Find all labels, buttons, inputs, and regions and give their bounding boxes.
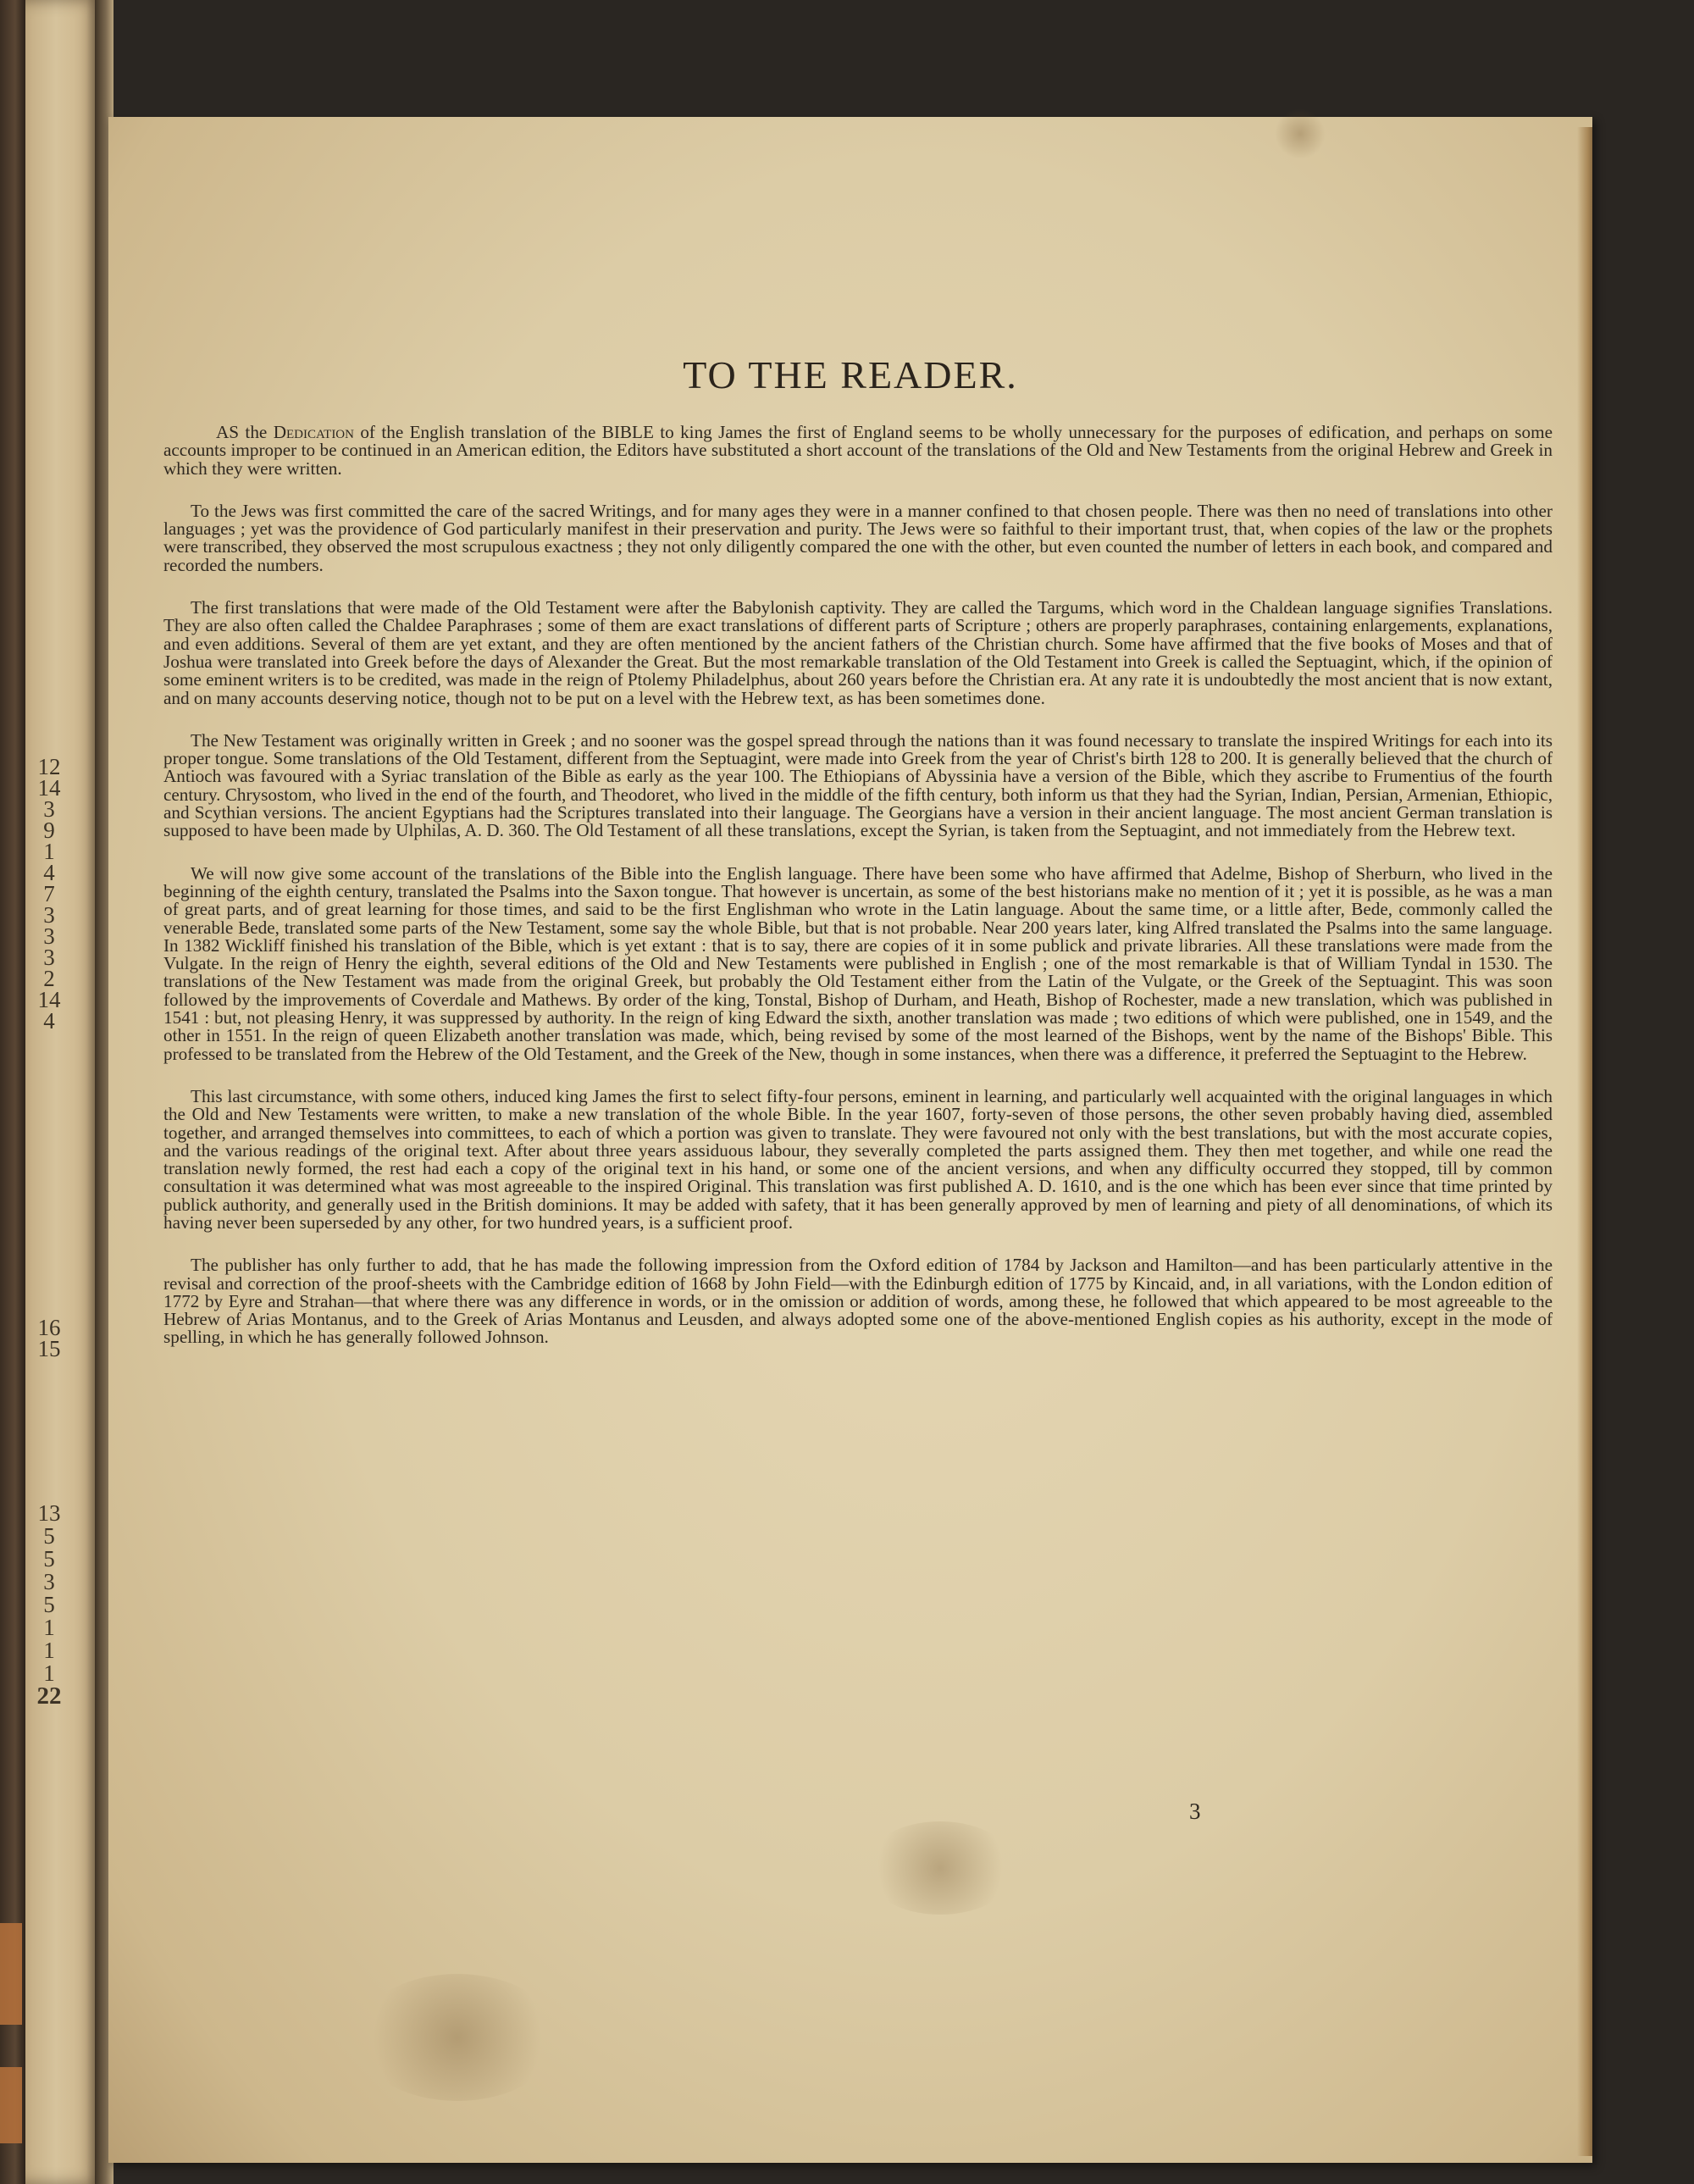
paragraph-lead: AS the [216, 422, 274, 442]
paragraph-text: of the English translation of the BIBLE to king James the first of England seems to be wholly unnecessary for the purposes of edification, and perhaps on some accounts improper to be continued in an American edition, the Editors have substituted a short account of the translations of the Old and New Testaments from the original Hebrew and Greek in which they were written. [163, 422, 1553, 479]
body-text [163, 424, 1553, 1372]
margin-number: 14 [37, 987, 61, 1012]
margin-number: 13 [37, 1500, 61, 1526]
margin-number-column [36, 1317, 63, 1360]
margin-number-column [36, 1502, 63, 1708]
foxing-stain [864, 1821, 1016, 1915]
page-number: 3 [1189, 1799, 1201, 1824]
margin-number: 1 [43, 1638, 55, 1663]
margin-number: 9 [43, 818, 55, 843]
margin-number: 4 [43, 1008, 55, 1034]
small-caps-word: Dedication [273, 422, 354, 442]
margin-number: 15 [37, 1336, 61, 1361]
margin-number-column [36, 754, 63, 1034]
paragraph: This last circumstance, with some others, induced king James the first to select fifty-four persons, eminent in learning, and particularly well acquainted with the original languages in which the Old and New Testaments were written, to make a new translation of the whole Bible. In the year 1607, forty-seven of those persons, the other seven probably having died, assembled together, and arranged themselves into committees, to each of which a portion was given to translate. They were favoured not only with the best translations, but with the most accurate copies, and the various readings of the original text. After about three years assiduous labour, they severally completed the parts assigned them. They then met together, and while one read the translation newly formed, the rest had each a copy of the original text in his hand, or some one of the ancient versions, and when any difficulty occurred they stopped, till by common consultation it was determined what was most agreeable to the inspired Original. This translation was first published A. D. 1610, and is the one which has been ever since that time printed by publick authority, and generally used in the British dominions. It may be added with safety, that it has been generally approved by men of learning and piety of all denominations, of which its having never been superseded by any other, for two hundred years, is a sufficient proof. [163, 1085, 1553, 1233]
margin-number: 5 [43, 1546, 55, 1571]
margin-number: 3 [43, 1569, 55, 1594]
margin-number: 16 [37, 1315, 61, 1340]
page-edge [1577, 127, 1592, 2156]
margin-number: 3 [43, 945, 55, 970]
margin-number: 14 [37, 775, 61, 801]
facing-page-edge [25, 0, 102, 2184]
paragraph: We will now give some account of the translations of the Bible into the English language. There have been some who have affirmed that Adelme, Bishop of Sherburn, who lived in the beginning of the eighth century, translated the Psalms into the Saxon tongue. That however is uncertain, as some of the best historians make no mention of it ; yet it is possible, as he was a man of great parts, and of great learning for those times, and said to be the first Englishman who wrote in the Latin language. About the same time, or a little after, Bede, commonly called the venerable Bede, translated some parts of the New Testament, some say the whole Bible, but that is not probable. Near 200 years later, king Alfred translated the Psalms into the same language. In 1382 Wickliff finished his translation of the Bible, which is yet extant : that is to say, there are copies of it in some publick and private libraries. All these translations were made from the Vulgate. In the reign of Henry the eighth, several editions of the Old and New Testaments were published in English ; one of the most remarkable is that of William Tyndal in 1530. The translations of the New Testament was made from the original Greek, but probably the Old Testament either from the Latin of the Vulgate, or the Greek of the Septuagint. This was soon followed by the improvements of Coverdale and Mathews. By order of the king, Tonstal, Bishop of Durham, and Heath, Bishop of Rochester, made a new translation, which was published in 1541 : but, not pleasing Henry, it was suppressed by authority. In the reign of king Edward the sixth, another translation was made ; two editions of which were published, one in 1549, and the other in 1551. In the reign of queen Elizabeth another translation was made, which, being revised by some of the most learned of the Bishops, went by the name of the Bishops' Bible. This professed to be translated from the Hebrew of the Old Testament, and the Greek of the New, though in some instances, when there was a difference, it preferred the Septuagint to the Hebrew. [163, 862, 1553, 1064]
margin-number: 1 [43, 839, 55, 864]
margin-number: 4 [43, 860, 55, 885]
foxing-stain [356, 1974, 559, 2101]
paragraph: The first translations that were made of the Old Testament were after the Babylonish captivity. They are called the Targums, which word in the Chaldean language signifies Translations. They are also often called the Chaldee Paraphrases ; some of them are exact translations of different parts of Scripture ; others are properly paraphrases, containing enlargements, explanations, and even additions. Several of them are yet extant, and they are often mentioned by the ancient fathers of the Christian church. Some have affirmed that the five books of Moses and that of Joshua were translated into Greek before the days of Alexander the Great. But the most remarkable translation of the Old Testament into Greek is called the Septuagint, which, if the opinion of some eminent writers is to be credited, was made in the reign of Ptolemy Philadelphus, about 260 years before the Christian era. At any rate it is undoubtedly the most ancient that is now extant, and on many accounts deserving notice, though not to be put on a level with the Hebrew text, as has been sometimes done. [163, 597, 1553, 708]
margin-number: 3 [43, 902, 55, 928]
binding-wear-spot [0, 2067, 22, 2143]
foxing-stain [1275, 108, 1326, 159]
margin-number: 22 [36, 1682, 62, 1710]
paragraph: The New Testament was originally written in Greek ; and no sooner was the gospel spread through the nations than it was found necessary to translate the inspired Writings for each into its proper tongue. Some translations of the Old Testament, different from the Septuagint, were made into Greek from the year of Christ's birth 128 to 200. It is generally believed that the church of Antioch was favoured with a Syriac translation of the Bible as early as the year 100. The Ethiopians of Abyssinia have a version of the Bible, which they ascribe to Frumentius of the fourth century. Chrysostom, who lived in the end of the fourth, and Theodoret, who lived in the middle of the fifth century, both inform us that they had the Syrian, Indian, Persian, Armenian, Ethiopic, and Scythian versions. The ancient Egyptians had the Scriptures translated into their language. The Georgians have a version in their ancient language. The most ancient German translation is supposed to have been made by Ulphilas, A. D. 360. The Old Testament of all these translations, except the Syrian, is taken from the Septuagint, and not immediately from the Hebrew text. [163, 729, 1553, 841]
margin-number: 2 [43, 966, 55, 991]
binding-wear-spot [0, 1923, 22, 2025]
page-title: TO THE READER. [683, 352, 1018, 396]
margin-number: 1 [43, 1615, 55, 1640]
paragraph [163, 424, 1553, 478]
paragraph: The publisher has only further to add, that he has made the following impression from the Oxford edition of 1784 by Jackson and Hamilton—and has been particularly attentive in the revisal and correction of the proof-sheets with the Cambridge edition of 1668 by John Field—with the Edinburgh edition of 1775 by Kincaid, and, in all variations, with the London edition of 1772 by Eyre and Strahan—that where there was any difference in words, or in the omission or addition of words, among these, he followed that which appeared to be most agreeable to the Hebrew of Arias Montanus, and to the Greek of Arias Montanus and Leusden, and always adopted some one of the above-mentioned English copies as his authority, except in the mode of spelling, in which he has generally followed Johnson. [163, 1255, 1553, 1348]
margin-number: 5 [43, 1523, 55, 1549]
margin-number: 3 [43, 796, 55, 822]
book-binding [0, 0, 25, 2184]
margin-number: 1 [43, 1660, 55, 1686]
paragraph: To the Jews was first committed the care of the sacred Writings, and for many ages they were in a manner confined to that chosen people. There was then no need of translations into other languages ; yet was the providence of God particularly manifest in their preservation and purity. The Jews were so faithful to their important trust, that, when copies of the law or the prophets were transcribed, they observed the most scrupulous exactness ; they not only diligently compared the one with the other, but even counted the number of letters in each book, and compared and recorded the numbers. [163, 500, 1553, 575]
margin-number: 12 [37, 754, 61, 779]
margin-number: 5 [43, 1592, 55, 1617]
margin-number: 7 [43, 881, 55, 906]
margin-number: 3 [43, 923, 55, 949]
